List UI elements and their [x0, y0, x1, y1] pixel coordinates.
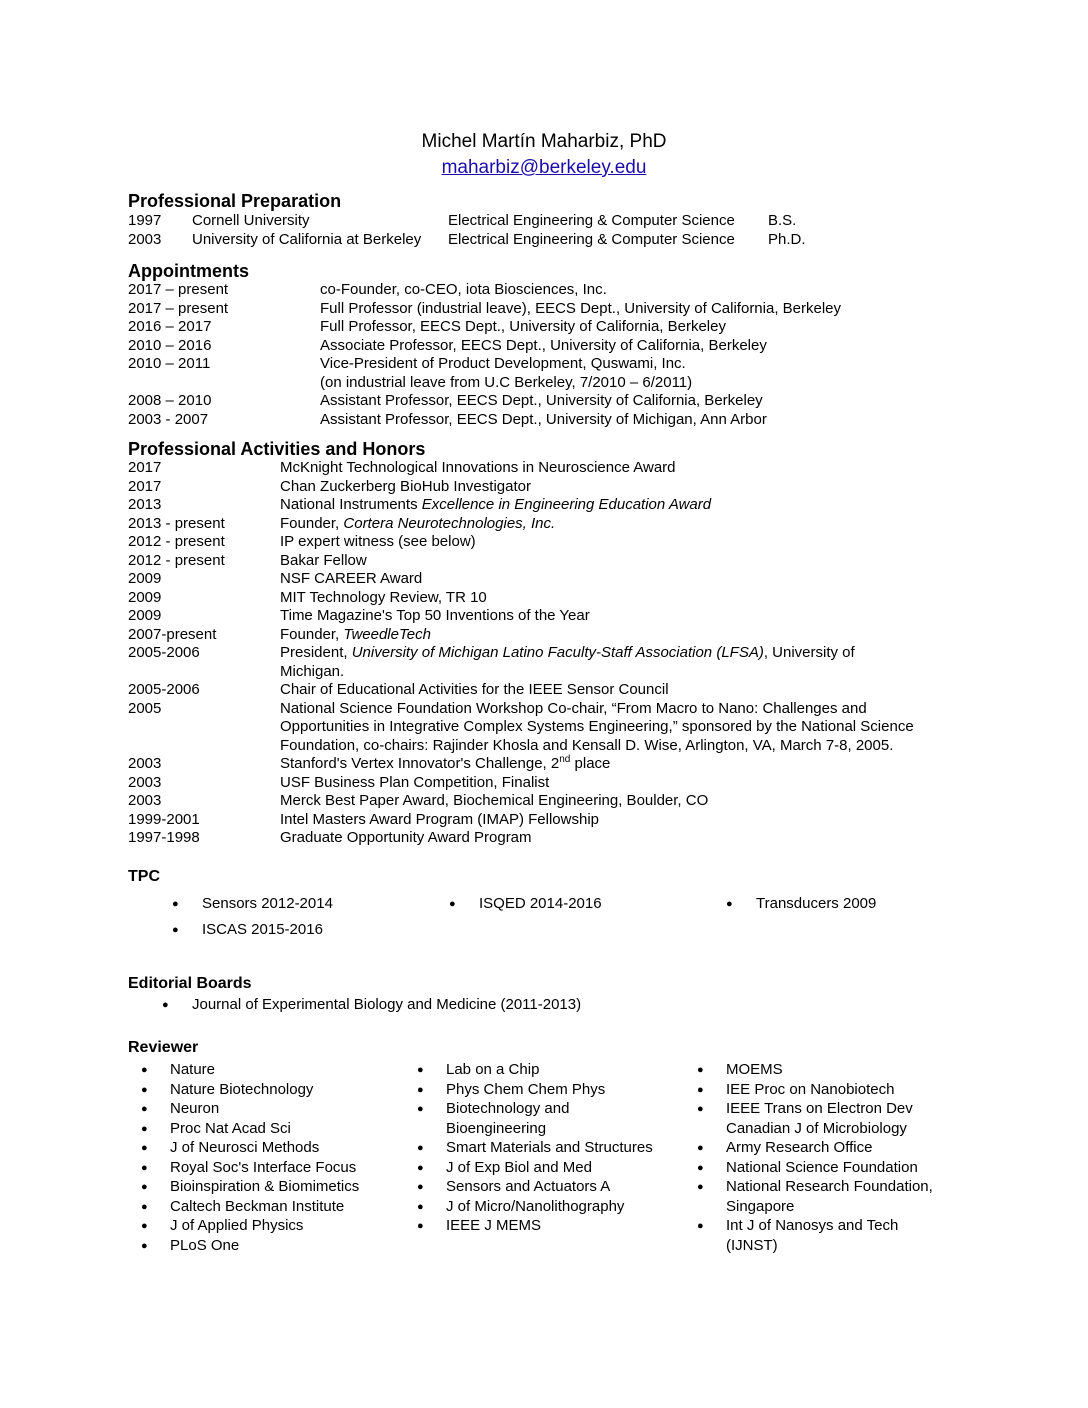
reviewer-item: Lab on a Chip [446, 1061, 540, 1078]
reviewer-item: J of Applied Physics [170, 1217, 304, 1234]
activity-date: 2005 [128, 699, 162, 717]
appointment-text: Associate Professor, EECS Dept., University of California, Berkeley [320, 336, 767, 354]
activity-text [280, 626, 431, 645]
activity-text: Bakar Fellow [280, 551, 367, 569]
bullet-icon: ● [172, 898, 179, 910]
tpc-item: Transducers 2009 [756, 895, 877, 912]
reviewer-item: Neuron [170, 1100, 220, 1117]
reviewer-item: IEEE Trans on Electron Dev [726, 1100, 913, 1117]
reviewer-item: Biotechnology and [446, 1100, 570, 1117]
activity-date: 1999-2001 [128, 810, 200, 828]
activity-text: Foundation, co-chairs: Rajinder Khosla and Kensall D. Wise, Arlington, VA, March 7-8, 2005. [280, 736, 894, 754]
bullet-icon: ● [417, 1142, 424, 1154]
activity-text [280, 515, 555, 534]
reviewer-item: IEE Proc on Nanobiotech [726, 1080, 895, 1098]
section-title-activities: Professional Activities and Honors [128, 439, 426, 459]
reviewer-item: J of Neurosci Methods [170, 1139, 320, 1156]
section-title-tpc: TPC [128, 868, 160, 885]
reviewer-item: Singapore [726, 1197, 795, 1215]
bullet-icon: ● [726, 898, 733, 910]
activity-text: IP expert witness (see below) [280, 533, 476, 550]
reviewer-item: Royal Soc's Interface Focus [170, 1158, 357, 1176]
reviewer-item: PLoS One [170, 1236, 240, 1254]
prep-degree: Ph.D. [768, 230, 806, 248]
activity-date: 2007-present [128, 625, 217, 643]
appointment-date: 2003 - 2007 [128, 410, 209, 428]
reviewer-item: Army Research Office [726, 1139, 873, 1156]
appointment-date: 2008 – 2010 [128, 392, 212, 409]
reviewer-item: MOEMS [726, 1061, 783, 1078]
activity-text: NSF CAREER Award [280, 570, 423, 587]
activity-date: 2005-2006 [128, 644, 200, 661]
reviewer-item: Canadian J of Microbiology [726, 1119, 907, 1137]
activity-text: USF Business Plan Competition, Finalist [280, 773, 550, 791]
activity-text: Graduate Opportunity Award Program [280, 829, 532, 846]
appointment-text: Assistant Professor, EECS Dept., University of Michigan, Ann Arbor [320, 410, 767, 428]
activity-date: 2017 [128, 459, 162, 476]
reviewer-item: Phys Chem Chem Phys [446, 1080, 606, 1098]
section-title-appointments: Appointments [128, 261, 249, 281]
activity-date: 2013 - present [128, 514, 225, 532]
activity-text-pre: Founder, [280, 625, 344, 643]
reviewer-item: Proc Nat Acad Sci [170, 1119, 291, 1137]
bullet-icon: ● [697, 1083, 704, 1096]
prep-school: Cornell University [192, 212, 310, 229]
activity-text-post: , University of [763, 644, 855, 661]
reviewer-item: Caltech Beckman Institute [170, 1197, 345, 1215]
activity-date: 2003 [128, 755, 162, 772]
tpc-item: ISQED 2014-2016 [479, 895, 602, 912]
editorial-item: Journal of Experimental Biology and Medicine (2011-2013) [192, 996, 582, 1013]
author-name: Michel Martín Maharbiz, PhD [421, 131, 667, 152]
activity-text: Opportunities in Integrative Complex Systems Engineering,” sponsored by the National Science [280, 718, 914, 735]
bullet-icon: ● [162, 999, 169, 1011]
activity-text-post: place [570, 755, 611, 772]
bullet-icon: ● [417, 1181, 424, 1193]
activity-date: 2009 [128, 588, 162, 606]
bullet-icon: ● [141, 1220, 148, 1232]
reviewer-item: IEEE J MEMS [446, 1217, 542, 1234]
section-title-reviewer: Reviewer [128, 1039, 199, 1056]
activity-date: 2003 [128, 792, 162, 809]
appointment-text: Vice-President of Product Development, Quswami, Inc. [320, 355, 686, 372]
prep-field: Electrical Engineering & Computer Science [448, 212, 735, 229]
reviewer-item: National Research Foundation, [726, 1178, 933, 1195]
reviewer-item: Smart Materials and Structures [446, 1139, 653, 1156]
activity-date: 2009 [128, 607, 162, 624]
author-email [0, 157, 1088, 179]
bullet-icon: ● [141, 1083, 148, 1096]
activity-date: 2009 [128, 570, 162, 587]
activity-text: Chan Zuckerberg BioHub Investigator [280, 477, 531, 495]
activity-text-pre: Stanford's Vertex Innovator's Challenge, 2 [280, 755, 560, 772]
activity-text-italic: TweedleTech [343, 625, 431, 643]
activity-text-italic: University of Michigan Latino Faculty-Staff Association (LFSA) [351, 644, 764, 661]
appointment-date: 2017 – present [128, 281, 229, 298]
bullet-icon: ● [141, 1239, 148, 1252]
prep-degree: B.S. [768, 212, 797, 229]
prep-field: Electrical Engineering & Computer Science [448, 230, 735, 248]
activity-date: 2013 [128, 496, 162, 513]
appointment-date: 2016 – 2017 [128, 318, 212, 335]
appointment-date: 2010 – 2011 [128, 355, 211, 372]
activity-text: Michigan. [280, 662, 345, 680]
bullet-icon: ● [417, 1200, 424, 1213]
prep-year: 1997 [128, 212, 162, 229]
bullet-icon: ● [141, 1103, 148, 1115]
reviewer-item: Bioengineering [446, 1119, 547, 1137]
bullet-icon: ● [417, 1083, 424, 1096]
activity-date: 2012 - present [128, 533, 225, 550]
bullet-icon: ● [141, 1122, 148, 1135]
section-title-editorial: Editorial Boards [128, 975, 252, 992]
bullet-icon: ● [697, 1181, 704, 1193]
email-link[interactable]: maharbiz@berkeley.edu [441, 157, 647, 178]
bullet-icon: ● [697, 1161, 704, 1174]
reviewer-item: Sensors and Actuators A [446, 1178, 611, 1195]
bullet-icon: ● [697, 1142, 704, 1154]
reviewer-item: J of Micro/Nanolithography [446, 1197, 625, 1215]
prep-year: 2003 [128, 230, 162, 248]
prep-school: University of California at Berkeley [192, 230, 422, 248]
section-title-preparation: Professional Preparation [128, 191, 342, 211]
reviewer-item: Bioinspiration & Biomimetics [170, 1178, 360, 1195]
activity-text [280, 644, 855, 663]
activity-text: Intel Masters Award Program (IMAP) Fellowship [280, 810, 599, 828]
bullet-icon: ● [697, 1064, 704, 1076]
bullet-icon: ● [417, 1220, 424, 1232]
reviewer-item: (IJNST) [726, 1236, 778, 1254]
activity-text: National Science Foundation Workshop Co-chair, “From Macro to Nano: Challenges and [280, 699, 867, 717]
activity-date: 1997-1998 [128, 829, 200, 846]
activity-text-pre: Founder, [280, 514, 344, 532]
activity-date: 2012 - present [128, 551, 225, 569]
reviewer-item: Nature [170, 1061, 216, 1078]
bullet-icon: ● [141, 1200, 148, 1213]
bullet-icon: ● [172, 924, 179, 936]
activity-text-pre: President, [280, 644, 352, 661]
activity-text-italic: Excellence in Engineering Education Award [421, 496, 712, 513]
activity-text: McKnight Technological Innovations in Neuroscience Award [280, 459, 676, 476]
tpc-item: ISCAS 2015-2016 [202, 921, 323, 938]
bullet-icon: ● [417, 1161, 424, 1174]
reviewer-item: J of Exp Biol and Med [446, 1158, 592, 1176]
appointment-text: co-Founder, co-CEO, iota Biosciences, Inc. [320, 281, 607, 298]
activity-text: MIT Technology Review, TR 10 [280, 588, 487, 606]
activity-date: 2003 [128, 773, 162, 791]
activity-text-italic: Cortera Neurotechnologies, Inc. [343, 514, 556, 532]
reviewer-item: Int J of Nanosys and Tech [726, 1217, 899, 1234]
appointment-text: Assistant Professor, EECS Dept., University of California, Berkeley [320, 392, 763, 409]
bullet-icon: ● [141, 1064, 148, 1076]
bullet-icon: ● [697, 1220, 704, 1232]
activity-text: Chair of Educational Activities for the IEEE Sensor Council [280, 681, 669, 698]
reviewer-item: National Science Foundation [726, 1158, 918, 1176]
reviewer-item: Nature Biotechnology [170, 1080, 314, 1098]
tpc-item: Sensors 2012-2014 [202, 895, 333, 912]
activity-text: Merck Best Paper Award, Biochemical Engineering, Boulder, CO [280, 792, 709, 809]
appointment-date: 2010 – 2016 [128, 336, 212, 354]
bullet-icon: ● [697, 1103, 704, 1115]
bullet-icon: ● [141, 1142, 148, 1154]
appointment-text: Full Professor (industrial leave), EECS Dept., University of California, Berkeley [320, 299, 842, 317]
activity-date: 2005-2006 [128, 681, 200, 698]
appointment-date: 2017 – present [128, 299, 229, 317]
appointment-text: (on industrial leave from U.C Berkeley, 7/2010 – 6/2011) [320, 373, 693, 391]
bullet-icon: ● [141, 1161, 148, 1174]
bullet-icon: ● [417, 1064, 424, 1076]
bullet-icon: ● [141, 1181, 148, 1193]
bullet-icon: ● [449, 898, 456, 910]
activity-text-sup: nd [559, 754, 571, 765]
appointment-text: Full Professor, EECS Dept., University of California, Berkeley [320, 318, 726, 335]
activity-date: 2017 [128, 477, 162, 495]
activity-text [280, 755, 610, 774]
bullet-icon: ● [417, 1103, 424, 1115]
activity-text-pre: National Instruments [280, 496, 422, 513]
activity-text [280, 496, 711, 515]
activity-text: Time Magazine's Top 50 Inventions of the Year [280, 607, 590, 624]
